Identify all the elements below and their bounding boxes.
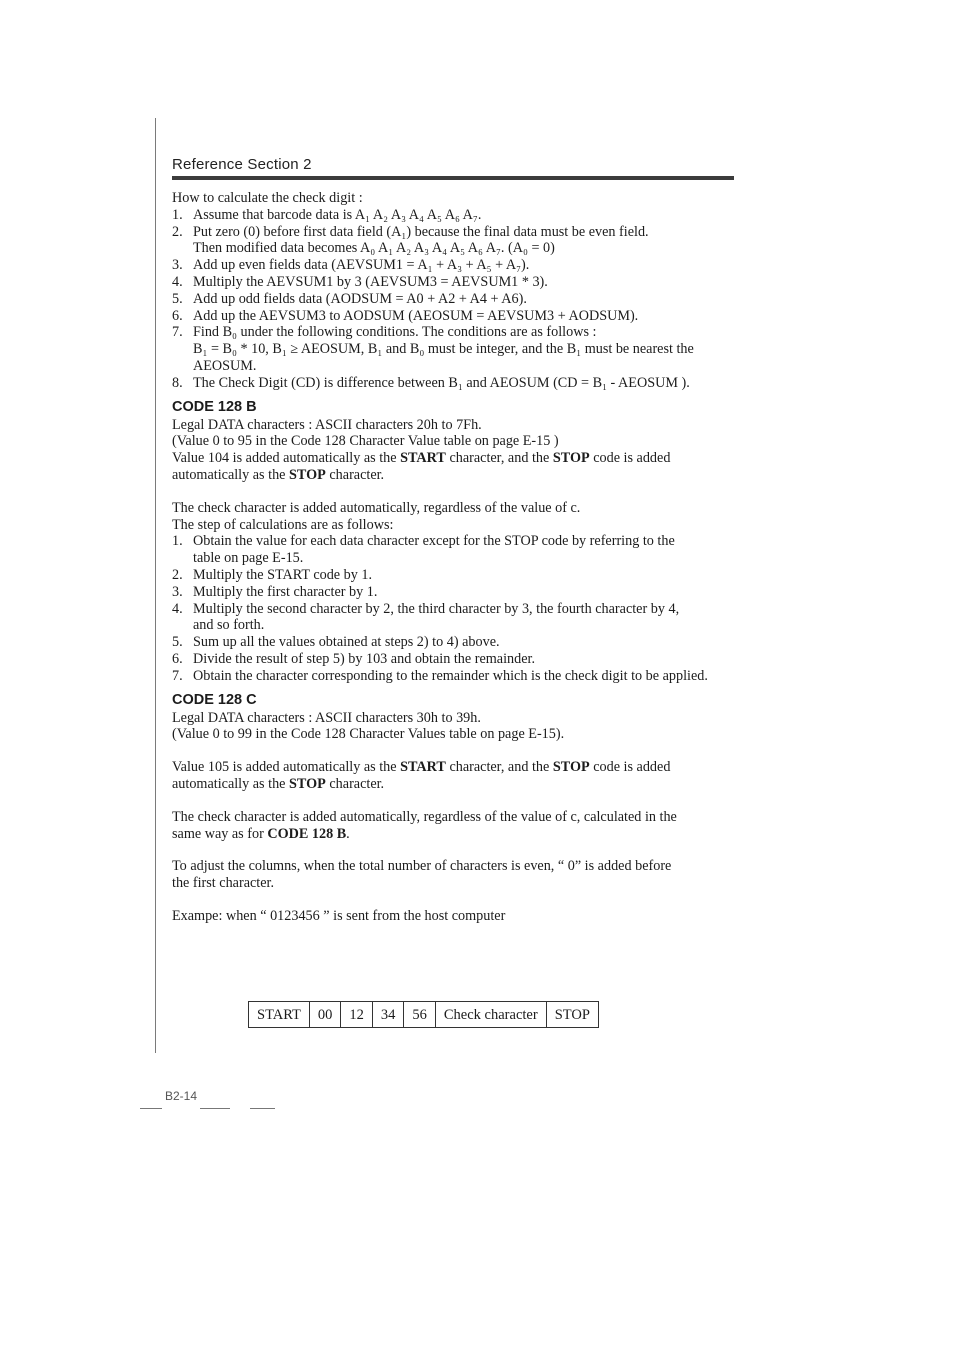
step-number: 4. (172, 600, 183, 617)
table-cell: START (249, 1002, 310, 1028)
table-cell: 56 (404, 1002, 436, 1028)
list-item (172, 601, 737, 635)
step-text: Add up odd fields data (AODSUM = A0 + A2 + A4 + A6). (193, 290, 527, 307)
table-cell: 34 (372, 1002, 404, 1028)
table-cell: STOP (546, 1002, 598, 1028)
check-digit-intro: How to calculate the check digit : (172, 190, 363, 206)
table-cell: 12 (341, 1002, 373, 1028)
step-number: 6. (172, 650, 183, 667)
step-text: B₁ = B₀ * 10, B₁ ≥ AEOSUM, B₁ and B₀ must be integer, and the B₁ must be nearest the (193, 341, 694, 358)
code128c-example: Exampe: when “ 0123456 ” is sent from the host computer (172, 907, 506, 924)
footer-rule (140, 1108, 162, 1109)
code128b-start-stop: Value 104 is added automatically as the START character, and the STOP code is added automatically as the STOP character. (172, 450, 671, 483)
step-text: Multiply the second character by 2, the third character by 3, the fourth character by 4, (193, 600, 680, 617)
step-number: 1. (172, 206, 183, 223)
table-cell: 00 (309, 1002, 341, 1028)
step-text: Then modified data becomes A₀ A₁ A₂ A₃ A₄ A₅ A₆ A₇. (A₀ = 0) (193, 240, 555, 257)
step-text: Find B₀ under the following conditions. The conditions are as follows : (193, 324, 597, 341)
step-number: 5. (172, 290, 183, 307)
page-number: B2-14 (165, 1089, 198, 1103)
page-content (172, 190, 737, 925)
step-text: Multiply the START code by 1. (193, 566, 373, 583)
list-item (172, 308, 737, 325)
code128c-adjust-note: To adjust the columns, when the total number of characters is even, “ 0” is added before the first character. (172, 858, 672, 892)
step-text: table on page E-15. (193, 550, 304, 567)
step-text: Assume that barcode data is A₁ A₂ A₃ A₄ A₅ A₆ A₇. (193, 206, 482, 223)
list-item (172, 533, 737, 567)
list-item (172, 375, 737, 392)
step-text: Add up even fields data (AEVSUM1 = A₁ + A₃ + A₅ + A₇). (193, 257, 530, 274)
step-number: 1. (172, 533, 183, 550)
list-item (172, 584, 737, 601)
step-number: 6. (172, 307, 183, 324)
list-item (172, 224, 737, 258)
list-item (172, 634, 737, 651)
list-item (172, 257, 737, 274)
header-rule (172, 176, 734, 180)
list-item (172, 291, 737, 308)
code128c-legal: Legal DATA characters : ASCII characters 30h to 39h. (172, 709, 481, 726)
table-cell: Check character (435, 1002, 546, 1028)
code128b-legal: Legal DATA characters : ASCII characters 20h to 7Fh. (172, 416, 482, 433)
step-number: 2. (172, 223, 183, 240)
code128b-heading: CODE 128 B (172, 398, 257, 415)
step-number: 3. (172, 583, 183, 600)
list-item (172, 324, 737, 374)
step-number: 7. (172, 667, 183, 684)
section-header: Reference Section 2 (172, 156, 312, 173)
step-number: 4. (172, 273, 183, 290)
list-item (172, 207, 737, 224)
step-number: 2. (172, 566, 183, 583)
code128c-start-stop: Value 105 is added automatically as the START character, and the STOP code is added automatically as the STOP character. (172, 759, 671, 792)
list-item (172, 274, 737, 291)
code128c-heading: CODE 128 C (172, 691, 257, 708)
step-text: Sum up all the values obtained at steps 2) to 4) above. (193, 634, 500, 651)
step-text: Divide the result of step 5) by 103 and obtain the remainder. (193, 650, 535, 667)
step-number: 8. (172, 374, 183, 391)
code128b-steps-intro: The step of calculations are as follows: (172, 516, 394, 533)
step-number: 5. (172, 634, 183, 651)
list-item (172, 668, 737, 685)
step-text: Put zero (0) before first data field (A₁) because the final data must be even field. (193, 223, 649, 240)
step-number: 3. (172, 257, 183, 274)
table-row (249, 1002, 599, 1028)
code128c-value-range: (Value 0 to 99 in the Code 128 Character Values table on page E-15). (172, 726, 565, 743)
step-number: 7. (172, 324, 183, 341)
step-text: and so forth. (193, 617, 265, 634)
code128c-check-note: The check character is added automatically, regardless of the value of c, calculated in the same way as for CODE 128 B. (172, 808, 677, 842)
example-encoding-table (248, 1001, 599, 1028)
code128b-check-note: The check character is added automatically, regardless of the value of c. (172, 499, 581, 516)
footer-rule (250, 1108, 275, 1109)
step-text: The Check Digit (CD) is difference between B₁ and AEOSUM (CD = B₁ - AEOSUM ). (193, 374, 690, 391)
step-text: Add up the AEVSUM3 to AODSUM (AEOSUM = AEVSUM3 + AODSUM). (193, 307, 639, 324)
code128b-value-range: (Value 0 to 95 in the Code 128 Character Value table on page E-15 ) (172, 433, 559, 450)
step-text: Multiply the AEVSUM1 by 3 (AEVSUM3 = AEVSUM1 * 3). (193, 273, 548, 290)
list-item (172, 651, 737, 668)
left-margin-rule (155, 118, 156, 1053)
step-text: AEOSUM. (193, 357, 257, 374)
code128b-steps (172, 533, 737, 684)
check-digit-steps (172, 207, 737, 392)
list-item (172, 567, 737, 584)
step-text: Multiply the first character by 1. (193, 583, 378, 600)
step-text: Obtain the character corresponding to the remainder which is the check digit to be applied. (193, 667, 708, 684)
step-text: Obtain the value for each data character except for the STOP code by referring to the (193, 533, 675, 550)
footer-rule (200, 1108, 230, 1109)
